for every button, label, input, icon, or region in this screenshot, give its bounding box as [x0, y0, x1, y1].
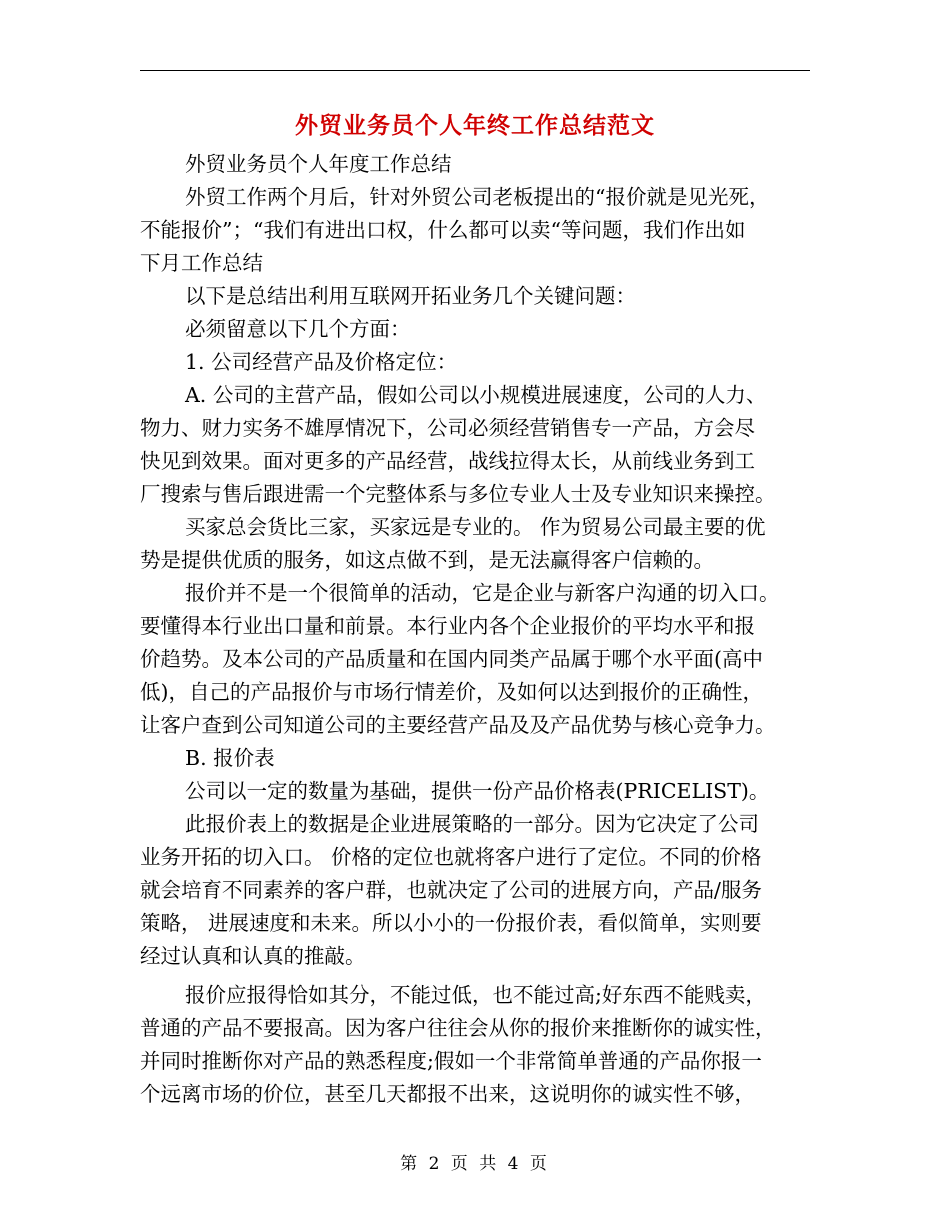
- paragraph-line: 下月工作总结: [140, 251, 263, 275]
- paragraph-line: 1. 公司经营产品及价格定位：: [185, 350, 458, 374]
- paragraph-line: 就会培育不同素养的客户群，也就决定了公司的进展方向，产品/服务: [140, 878, 762, 902]
- paragraph-line: 不能报价”；“我们有进出口权，什么都可以卖“等问题，我们作出如: [140, 218, 746, 242]
- paragraph-line: 要懂得本行业出口量和前景。本行业内各个企业报价的平均水平和报: [140, 614, 755, 638]
- document-title: 外贸业务员个人年终工作总结范文: [295, 112, 655, 139]
- paragraph-line: 让客户查到公司知道公司的主要经营产品及及产品优势与核心竞争力。: [140, 713, 776, 737]
- paragraph-line: 普通的产品不要报高。因为客户往往会从你的报价来推断你的诚实性，: [140, 1016, 776, 1040]
- paragraph-line: 外贸工作两个月后，针对外贸公司老板提出的“报价就是见光死，: [185, 185, 770, 209]
- paragraph-line: 买家总会货比三家，买家远是专业的。 作为贸易公司最主要的优: [185, 515, 766, 539]
- page-number-footer: 第 2 页 共 4 页: [400, 1154, 550, 1174]
- paragraph-line: 快见到效果。面对更多的产品经营，战线拉得太长，从前线业务到工: [140, 449, 755, 473]
- document-body: [140, 148, 812, 1111]
- paragraph-line: 低)，自己的产品报价与市场行情差价，及如何以达到报价的正确性，: [140, 680, 763, 704]
- paragraph-line: 势是提供优质的服务，如这点做不到，是无法赢得客户信赖的。: [140, 548, 714, 572]
- paragraph-line: 业务开拓的切入口。 价格的定位也就将客户进行了定位。不同的价格: [140, 845, 762, 869]
- paragraph-line: 经过认真和认真的推敲。: [140, 944, 366, 968]
- paragraph-line: 外贸业务员个人年度工作总结: [185, 152, 452, 176]
- paragraph-line: 个远离市场的价位，甚至几天都报不出来，这说明你的诚实性不够，: [140, 1082, 755, 1106]
- paragraph-line: B. 报价表: [185, 746, 275, 770]
- paragraph-line: 公司以一定的数量为基础，提供一份产品价格表(PRICELIST)。: [185, 779, 770, 803]
- paragraph-line: 报价应报得恰如其分，不能过低，也不能过高;好东西不能贱卖，: [185, 983, 766, 1007]
- paragraph-line: 必须留意以下几个方面：: [185, 317, 411, 341]
- paragraph-line: 策略， 进展速度和未来。所以小小的一份报价表，看似简单，实则要: [140, 911, 762, 935]
- paragraph-line: 厂搜索与售后跟进需一个完整体系与多位专业人士及专业知识来操控。: [140, 482, 776, 506]
- header-rule: [140, 70, 810, 71]
- paragraph-line: 并同时推断你对产品的熟悉程度;假如一个非常简单普通的产品你报一: [140, 1049, 762, 1073]
- paragraph-line: 报价并不是一个很简单的活动，它是企业与新客户沟通的切入口。: [185, 581, 780, 605]
- paragraph-line: A. 公司的主营产品，假如公司以小规模进展速度，公司的人力、: [185, 383, 767, 407]
- paragraph-line: 以下是总结出利用互联网开拓业务几个关键问题：: [185, 284, 636, 308]
- paragraph-line: 物力、财力实务不雄厚情况下，公司必须经营销售专一产品，方会尽: [140, 416, 755, 440]
- paragraph-line: 价趋势。及本公司的产品质量和在国内同类产品属于哪个水平面(高中: [140, 647, 763, 671]
- paragraph-line: 此报价表上的数据是企业进展策略的一部分。因为它决定了公司: [185, 812, 759, 836]
